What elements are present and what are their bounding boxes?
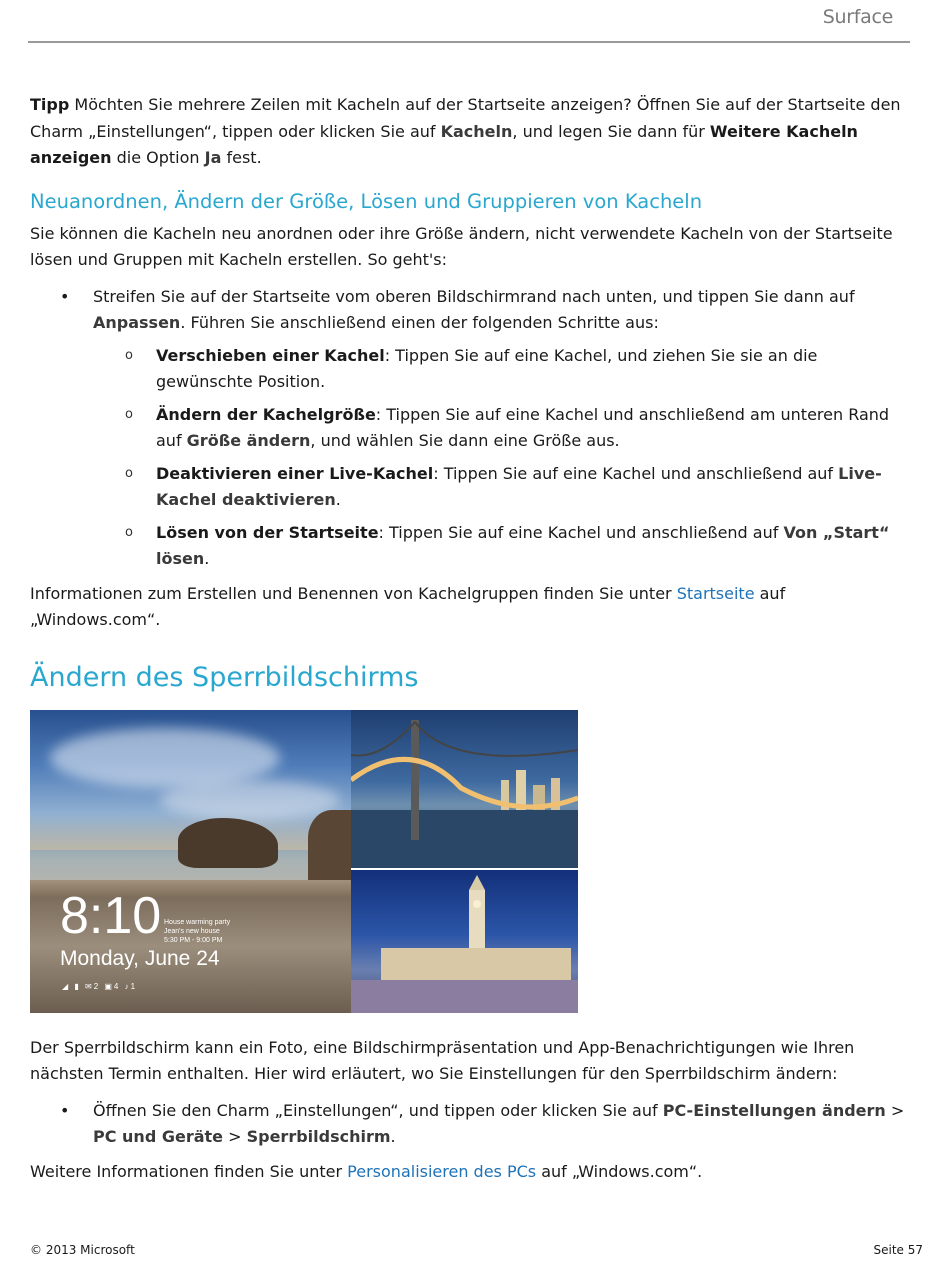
tip-text-2: , und legen Sie dann für (512, 121, 710, 141)
step-text-end: . (335, 490, 341, 509)
step-text: : Tippen Sie auf eine Kachel, und ziehen Sie sie an die gewünschte Position. (156, 345, 818, 391)
ferry-building-illustration (351, 870, 578, 1013)
lock-date: Monday, June 24 (60, 946, 220, 970)
tiles-bullet-text-1: Streifen Sie auf der Startseite vom oberen Bildschirmrand nach unten, und tippen Sie dann auf (93, 286, 855, 306)
bridge-illustration (351, 710, 578, 868)
lock-event-line: 5:30 PM - 9:00 PM (164, 936, 223, 944)
plaza-shape (351, 980, 578, 1013)
bridge-tower (411, 720, 419, 840)
step-title: Ändern der Kachelgröße (156, 404, 376, 424)
lock-heading: Ändern des Sperrbildschirms (30, 661, 419, 693)
tip-ui-tiles: Kacheln (440, 121, 513, 141)
footer-copyright: © 2013 Microsoft (30, 1243, 135, 1257)
step-title: Deaktivieren einer Live-Kachel (156, 463, 434, 483)
step-ui-command: Live-Kachel deaktivieren (156, 463, 882, 509)
lock-bullet (30, 1098, 910, 1151)
tiles-heading: Neuanordnen, Ändern der Größe, Lösen und Gruppieren von Kacheln (30, 189, 703, 213)
step-title: Verschieben einer Kachel (156, 345, 385, 365)
lock-intro: Der Sperrbildschirm kann ein Foto, eine Bildschirmpräsentation und App-Benachrichtigungen wie Ihren nächsten Termin enthalten. Hier wird erläutert, wo Sie Einstellungen für den Sperrbildschirm ändern: (30, 1037, 855, 1083)
ferry-building-photo (351, 870, 578, 1013)
personalize-pc-link[interactable]: Personalisieren des PCs (347, 1161, 537, 1181)
header-rule (28, 41, 910, 43)
step-ui-command: Von „Start“ lösen (156, 522, 890, 568)
step-ui-command: Größe ändern (186, 431, 311, 450)
water-shape (351, 810, 578, 868)
cloud-shape (50, 728, 280, 788)
lock-info-text-2: auf „Windows.com“. (536, 1161, 703, 1181)
tiles-bullet-list (30, 284, 910, 573)
rock-shape (178, 818, 278, 868)
step-text-end: , und wählen Sie dann eine Größe aus. (310, 431, 620, 450)
lock-status-icons: ◢ ▮ ✉2 ▣4 ♪1 (62, 981, 138, 991)
lock-bullet-text-1: Öffnen Sie den Charm „Einstellungen“, und tippen oder klicken Sie auf (93, 1100, 663, 1120)
bridge-cable (351, 722, 415, 756)
building-facade (381, 948, 571, 980)
bridge-cable (415, 722, 578, 756)
cloud-shape (160, 780, 340, 820)
header-brand: Surface (822, 6, 893, 28)
clock-face (473, 900, 481, 908)
tip-text-3: die Option (111, 148, 205, 167)
step-text-end: . (204, 549, 210, 568)
tiles-info-text-1: Informationen zum Erstellen und Benennen von Kachelgruppen finden Sie unter (30, 583, 677, 603)
tip-paragraph (30, 92, 910, 172)
lock-ui-pc-devices: PC und Geräte (93, 1127, 224, 1146)
footer-page-number: Seite 57 (873, 1243, 923, 1257)
tiles-steps-list (93, 343, 910, 573)
tiles-bullet (30, 284, 910, 573)
tiles-step-live-off (93, 461, 910, 514)
step-text: : Tippen Sie auf eine Kachel und anschließend am unteren Rand auf (156, 404, 890, 450)
step-text: : Tippen Sie auf eine Kachel und anschließend auf (378, 522, 784, 542)
tiles-bullet-ui-customize: Anpassen (93, 313, 181, 332)
tiles-step-resize (93, 402, 910, 455)
tiles-step-move (93, 343, 910, 396)
lock-info (30, 1159, 910, 1186)
step-text: : Tippen Sie auf eine Kachel und anschließend auf (433, 463, 839, 483)
page-content (30, 92, 910, 1185)
tip-option-name: Weitere Kacheln anzeigen (30, 121, 858, 167)
lock-event-line: Jean's new house (164, 927, 220, 935)
rock-shape (308, 810, 351, 880)
lock-bullet-separator: > (885, 1100, 905, 1120)
lock-event (164, 918, 230, 945)
lock-event-line: House warming party (164, 918, 231, 926)
tip-ui-yes: Ja (204, 148, 222, 167)
tip-text-4: fest. (221, 148, 262, 167)
lock-info-text-1: Weitere Informationen finden Sie unter (30, 1161, 348, 1181)
tiles-info-text-2: auf „Windows.com“. (30, 583, 786, 629)
tiles-info (30, 581, 910, 634)
lock-ui-pc-settings: PC-Einstellungen ändern (662, 1100, 886, 1120)
tiles-step-unpin (93, 520, 910, 573)
tip-label: Tipp (30, 95, 70, 114)
step-title: Lösen von der Startseite (156, 522, 379, 542)
lock-time: 8:10 (60, 886, 162, 945)
lock-bullet-separator: > (223, 1127, 247, 1146)
tiles-bullet-text-2: . Führen Sie anschließend einen der folgenden Schritte aus: (180, 313, 659, 332)
lock-bullet-text-2: . (390, 1127, 396, 1146)
lock-ui-lock-screen: Sperrbildschirm (246, 1127, 391, 1146)
lock-bullet-list (30, 1098, 910, 1151)
tip-text-1: Möchten Sie mehrere Zeilen mit Kacheln auf der Startseite anzeigen? Öffnen Sie auf der Startseite den Charm „Einstellungen“, tippen oder klicken Sie auf (30, 95, 901, 141)
tower-roof (469, 875, 485, 890)
bridge-photo (351, 710, 578, 868)
startseite-link[interactable]: Startseite (676, 583, 755, 603)
lock-screen-image (30, 710, 578, 1013)
tiles-intro: Sie können die Kacheln neu anordnen oder ihre Größe ändern, nicht verwendete Kacheln von der Startseite lösen und Gruppen mit Kacheln erstellen. So geht's: (30, 223, 893, 269)
lock-screen-photo (30, 710, 351, 1013)
